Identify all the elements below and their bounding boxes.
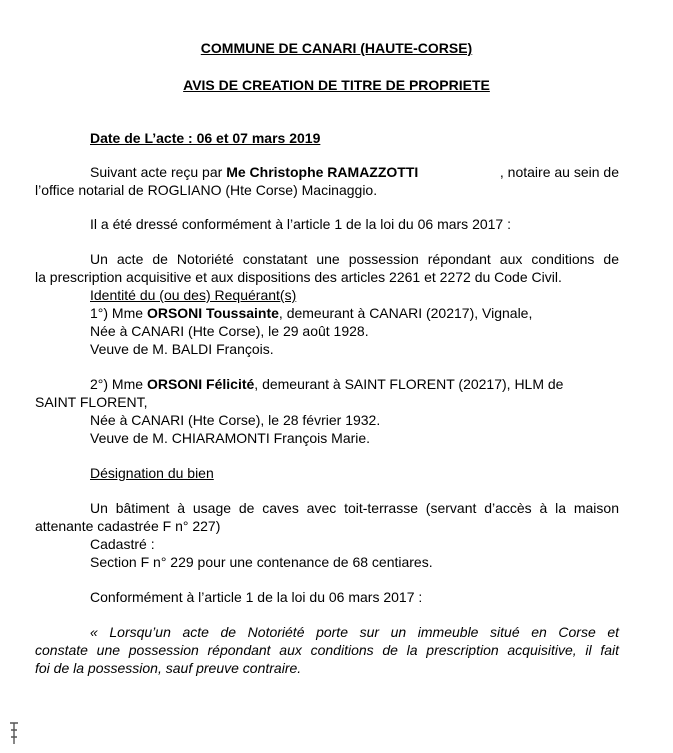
bien-section: Section F n° 229 pour une contenance de 68 centiares. <box>90 554 433 570</box>
requerant-2-line1: 2°) Mme ORSONI Félicité, demeurant à SAINT FLORENT (20217), HLM de <box>90 376 564 392</box>
paragraph-notaire-line2: l’office notarial de ROGLIANO (Hte Corse) Macinaggio. <box>35 182 378 198</box>
paragraph-notaire-start: Suivant acte reçu par Me Christophe RAMAZZOTTI <box>90 164 419 180</box>
designation-heading: Désignation du bien <box>90 465 214 481</box>
notaire-name: Me Christophe RAMAZZOTTI <box>226 164 419 180</box>
paragraph-loi: Il a été dressé conformément à l’article 1 de la loi du 06 mars 2017 : <box>90 216 511 232</box>
requerant-2-birth: Née à CANARI (Hte Corse), le 28 février 1932. <box>90 412 381 428</box>
requerant-1-line1: 1°) Mme ORSONI Toussainte, demeurant à CANARI (20217), Vignale, <box>90 305 533 321</box>
margin-mark-icon <box>8 720 20 748</box>
quote-line2: constate une possession répondant aux conditions de la prescription acquisitive, il fait <box>35 642 619 658</box>
paragraph-conformement: Conformément à l’article 1 de la loi du 06 mars 2017 : <box>90 589 423 605</box>
avis-title: AVIS DE CREATION DE TITRE DE PROPRIETE <box>183 77 490 93</box>
requerant-2-line2: SAINT FLORENT, <box>35 394 148 410</box>
requerant-2-name: ORSONI Félicité <box>146 376 255 392</box>
requerant-1-widow: Veuve de M. BALDI François. <box>90 341 274 357</box>
date-acte: Date de L’acte : 06 et 07 mars 2019 <box>90 130 321 146</box>
paragraph-notaire-line1 <box>90 164 619 180</box>
bien-line2: attenante cadastrée F n° 227) <box>35 518 221 534</box>
quote-line1: « Lorsqu’un acte de Notoriété porte sur un immeuble situé en Corse et <box>90 624 619 640</box>
paragraph-notaire-end: , notaire au sein de <box>499 164 619 180</box>
requerant-1-birth: Née à CANARI (Hte Corse), le 29 août 1928. <box>90 323 369 339</box>
bien-line1: Un bâtiment à usage de caves avec toit-terrasse (servant d’accès à la maison <box>90 500 619 516</box>
requerant-1-name: ORSONI Toussainte <box>146 305 279 321</box>
requerant-2-widow: Veuve de M. CHIARAMONTI François Marie. <box>90 430 371 446</box>
bien-cadastre: Cadastré : <box>90 536 155 552</box>
quote-line3: foi de la possession, sauf preuve contraire. <box>35 660 302 676</box>
paragraph-acte-line2: la prescription acquisitive et aux dispositions des articles 2261 et 2272 du Code Civil. <box>35 269 562 285</box>
commune-title: COMMUNE DE CANARI (HAUTE-CORSE) <box>200 40 473 56</box>
paragraph-acte-line1: Un acte de Notoriété constatant une possession répondant aux conditions de <box>90 251 619 267</box>
identite-heading: Identité du (ou des) Requérant(s) <box>90 287 297 303</box>
